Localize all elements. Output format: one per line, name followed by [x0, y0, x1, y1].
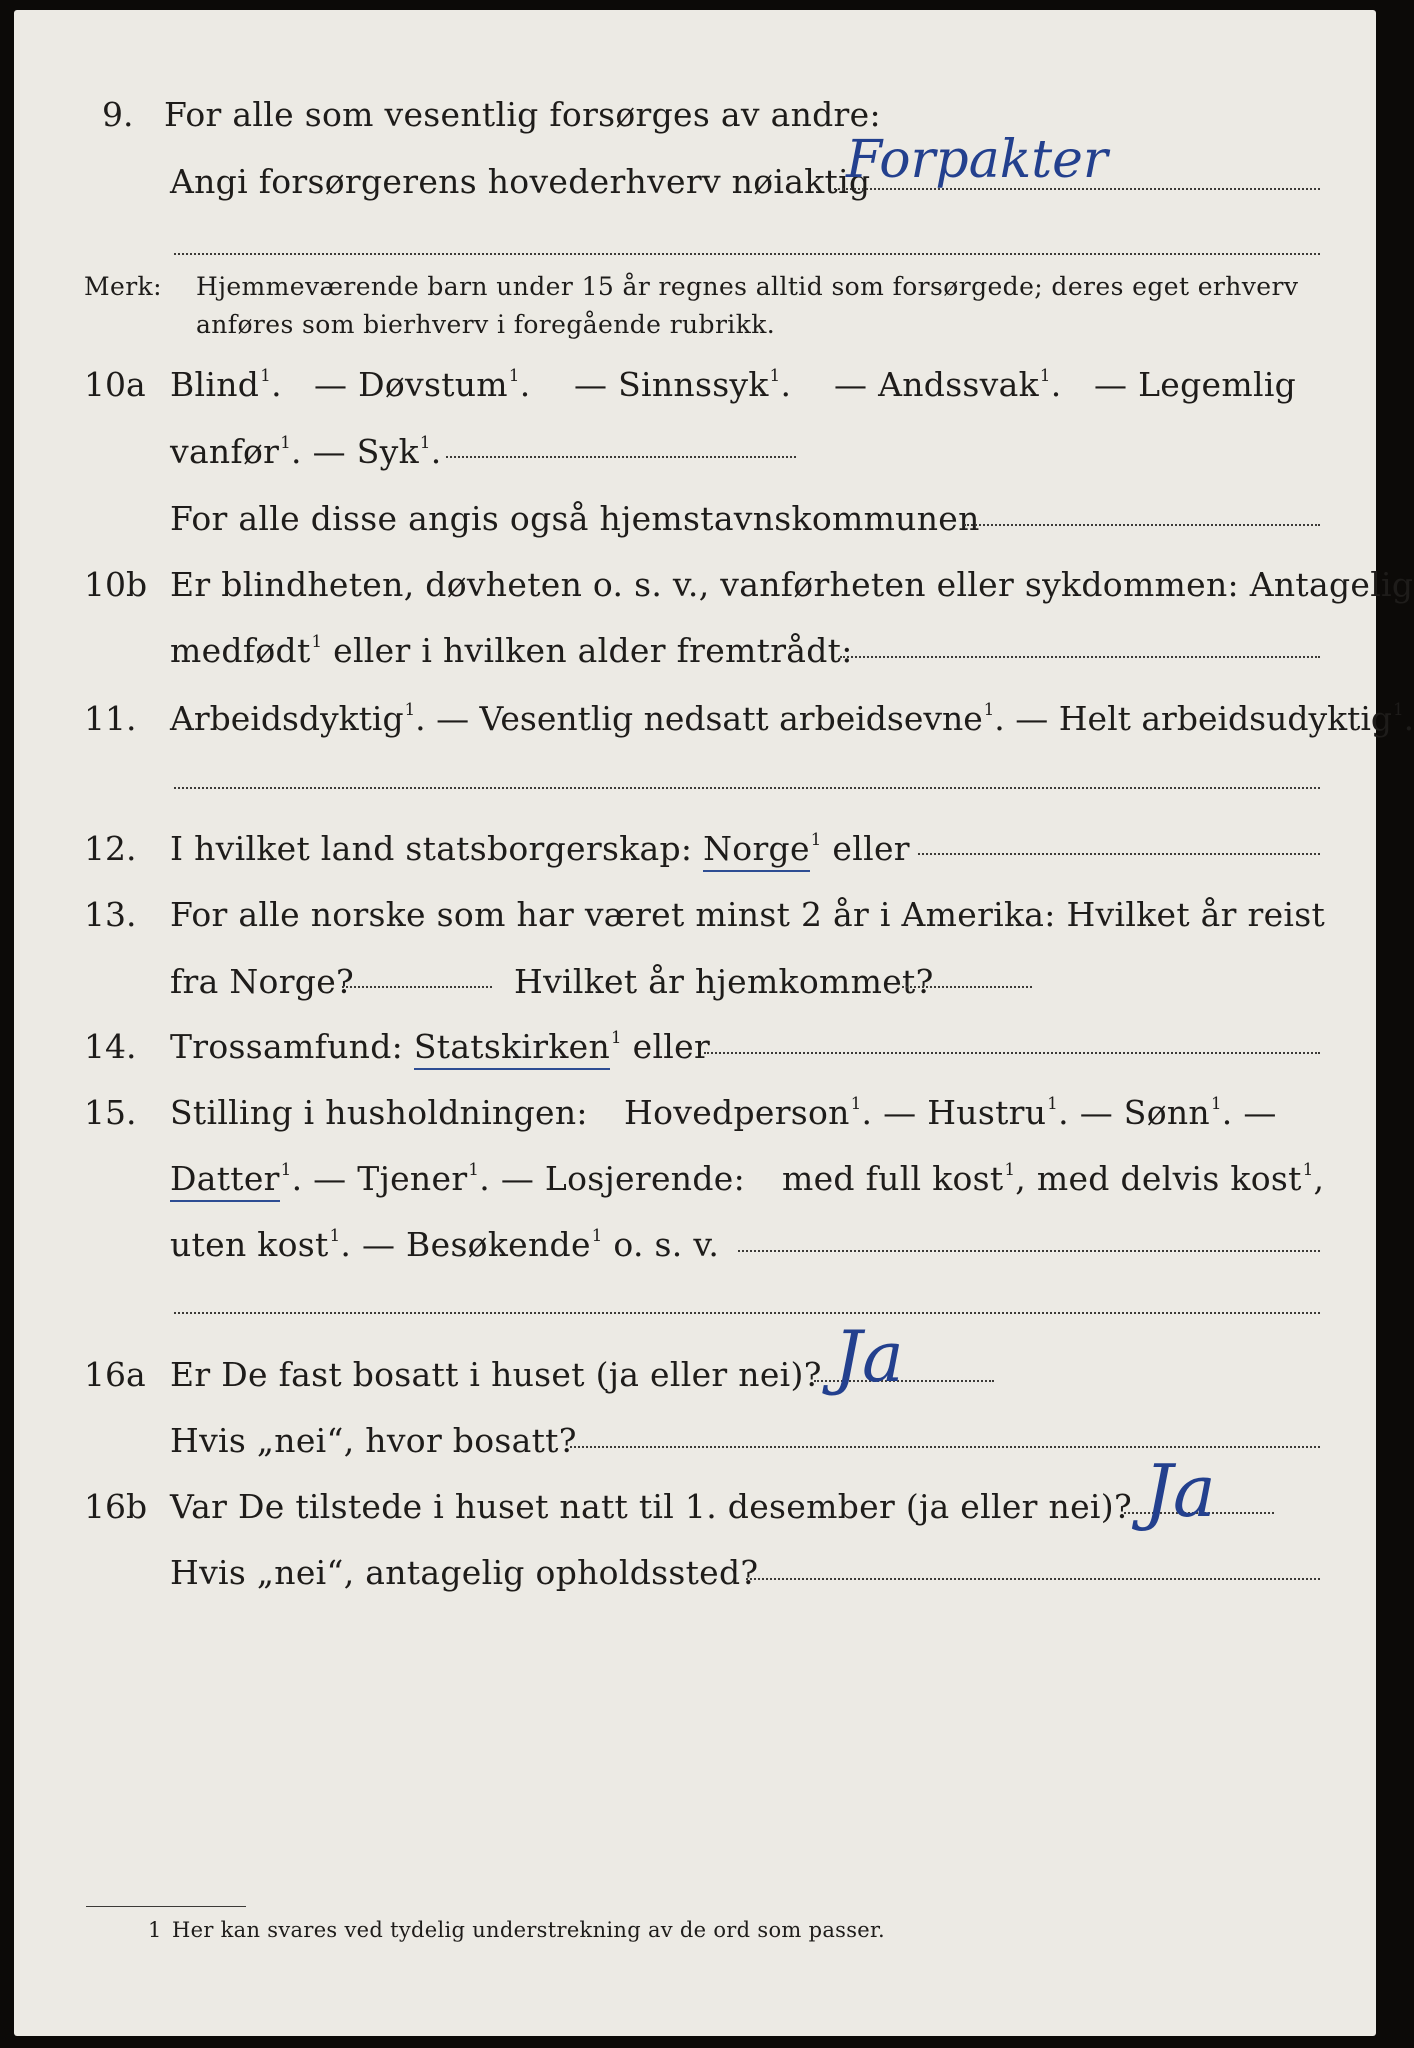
q11-number: 11.	[84, 699, 137, 738]
census-form-page	[14, 10, 1414, 2036]
q15-line3: uten kost$^1$. — Besøkende$^1$ o. s. v.	[170, 1225, 720, 1264]
q16b-line2: Hvis „nei“, antagelig opholdssted?	[170, 1553, 759, 1592]
q13-number: 13.	[84, 895, 137, 934]
q13-hjemkommet: Hvilket år hjemkommet?	[514, 962, 934, 1001]
q14-answer-line	[704, 1052, 1320, 1054]
q15-line1a: Stilling i husholdningen:	[170, 1093, 588, 1132]
q12-answer-line	[918, 853, 1320, 855]
q12-number: 12.	[84, 829, 137, 868]
q14-line: Trossamfund: Statskirken$^1$ eller	[170, 1030, 710, 1063]
q10a-number: 10a	[84, 365, 146, 404]
q11-extra-line	[174, 787, 1320, 789]
q10b-line1: Er blindheten, døvheten o. s. v., vanførheten eller sykdommen: Antagelig	[170, 565, 1414, 604]
q10a-legemlig: — Legemlig	[1094, 365, 1297, 404]
q16b-number: 16b	[84, 1487, 148, 1526]
q14-number: 14.	[84, 1027, 137, 1066]
q15-line2a: Datter$^1$. — Tjener$^1$. — Losjerende:	[170, 1162, 745, 1195]
q15-number: 15.	[84, 1093, 137, 1132]
q16a-bosatt-line	[570, 1446, 1320, 1448]
q9-line2: Angi forsørgerens hovederhverv nøiaktig	[170, 162, 871, 201]
q15-datter-underlined: Datter	[170, 1159, 280, 1202]
q15-line1b: Hovedperson$^1$. — Hustru$^1$. — Sønn$^1$. —	[624, 1093, 1277, 1132]
q10b-number: 10b	[84, 565, 148, 604]
q10a-syk-line	[446, 456, 796, 458]
q10a-dovstum: — Døvstum$^1$.	[314, 365, 531, 404]
q12-norge-underlined: Norge	[703, 829, 810, 872]
q15-answer-line	[738, 1250, 1320, 1252]
q15-extra-line	[174, 1312, 1320, 1314]
q9-number: 9.	[102, 95, 134, 134]
q16a-handwritten-answer: Ja	[834, 1316, 904, 1398]
q10a-andssvak: — Andssvak$^1$.	[834, 365, 1062, 404]
q13-fra-line	[342, 986, 492, 988]
q15-line2b: med full kost$^1$, med delvis kost$^1$,	[782, 1159, 1325, 1198]
merk-label: Merk:	[84, 272, 162, 301]
merk-line2: anføres som bierhverv i foregående rubrikk.	[196, 310, 776, 339]
q16a-number: 16a	[84, 1355, 146, 1394]
q11-options: Arbeidsdyktig$^1$. — Vesentlig nedsatt arbeidsevne$^1$. — Helt arbeidsudyktig$^1$.	[170, 699, 1414, 738]
q13-line1: For alle norske som har været minst 2 år i Amerika: Hvilket år reist	[170, 895, 1326, 934]
q16a-line2: Hvis „nei“, hvor bosatt?	[170, 1421, 577, 1460]
q10b-answer-line	[840, 656, 1320, 658]
merk-line1: Hjemmeværende barn under 15 år regnes alltid som forsørgede; deres eget erhverv	[196, 272, 1299, 301]
q10a-hjemstavn-line	[964, 524, 1320, 526]
q10a-vanfor: vanfør$^1$. — Syk$^1$.	[170, 432, 442, 471]
q14-statskirken-underlined: Statskirken	[414, 1027, 610, 1070]
q16a-line1: Er De fast bosatt i huset (ja eller nei)?	[170, 1355, 822, 1394]
q12-line: I hvilket land statsborgerskap: Norge$^1$ eller	[170, 832, 910, 865]
q13-fra-norge: fra Norge?	[170, 962, 355, 1001]
q10a-blind: Blind$^1$.	[170, 365, 282, 404]
q10b-line2: medfødt$^1$ eller i hvilken alder fremtrådt:	[170, 631, 853, 670]
q9-extra-line	[174, 253, 1320, 255]
q13-hjemkommet-line	[902, 986, 1032, 988]
footnote-text: Her kan svares ved tydelig understrekning av de ord som passer.	[172, 1918, 886, 1942]
q16b-handwritten-answer: Ja	[1144, 1449, 1216, 1533]
q9-line1: For alle som vesentlig forsørges av andre:	[164, 95, 881, 134]
q16b-opholdssted-line	[746, 1578, 1320, 1580]
q9-handwritten-answer: Forpakter	[846, 130, 1108, 190]
footnote-mark: 1	[148, 1918, 162, 1942]
q16b-line1: Var De tilstede i huset natt til 1. desember (ja eller nei)?	[170, 1487, 1132, 1526]
q10a-line3: For alle disse angis også hjemstavnskommunen	[170, 499, 980, 538]
q10a-sinnssyk: — Sinnssyk$^1$.	[574, 365, 792, 404]
footnote-rule	[86, 1906, 246, 1907]
